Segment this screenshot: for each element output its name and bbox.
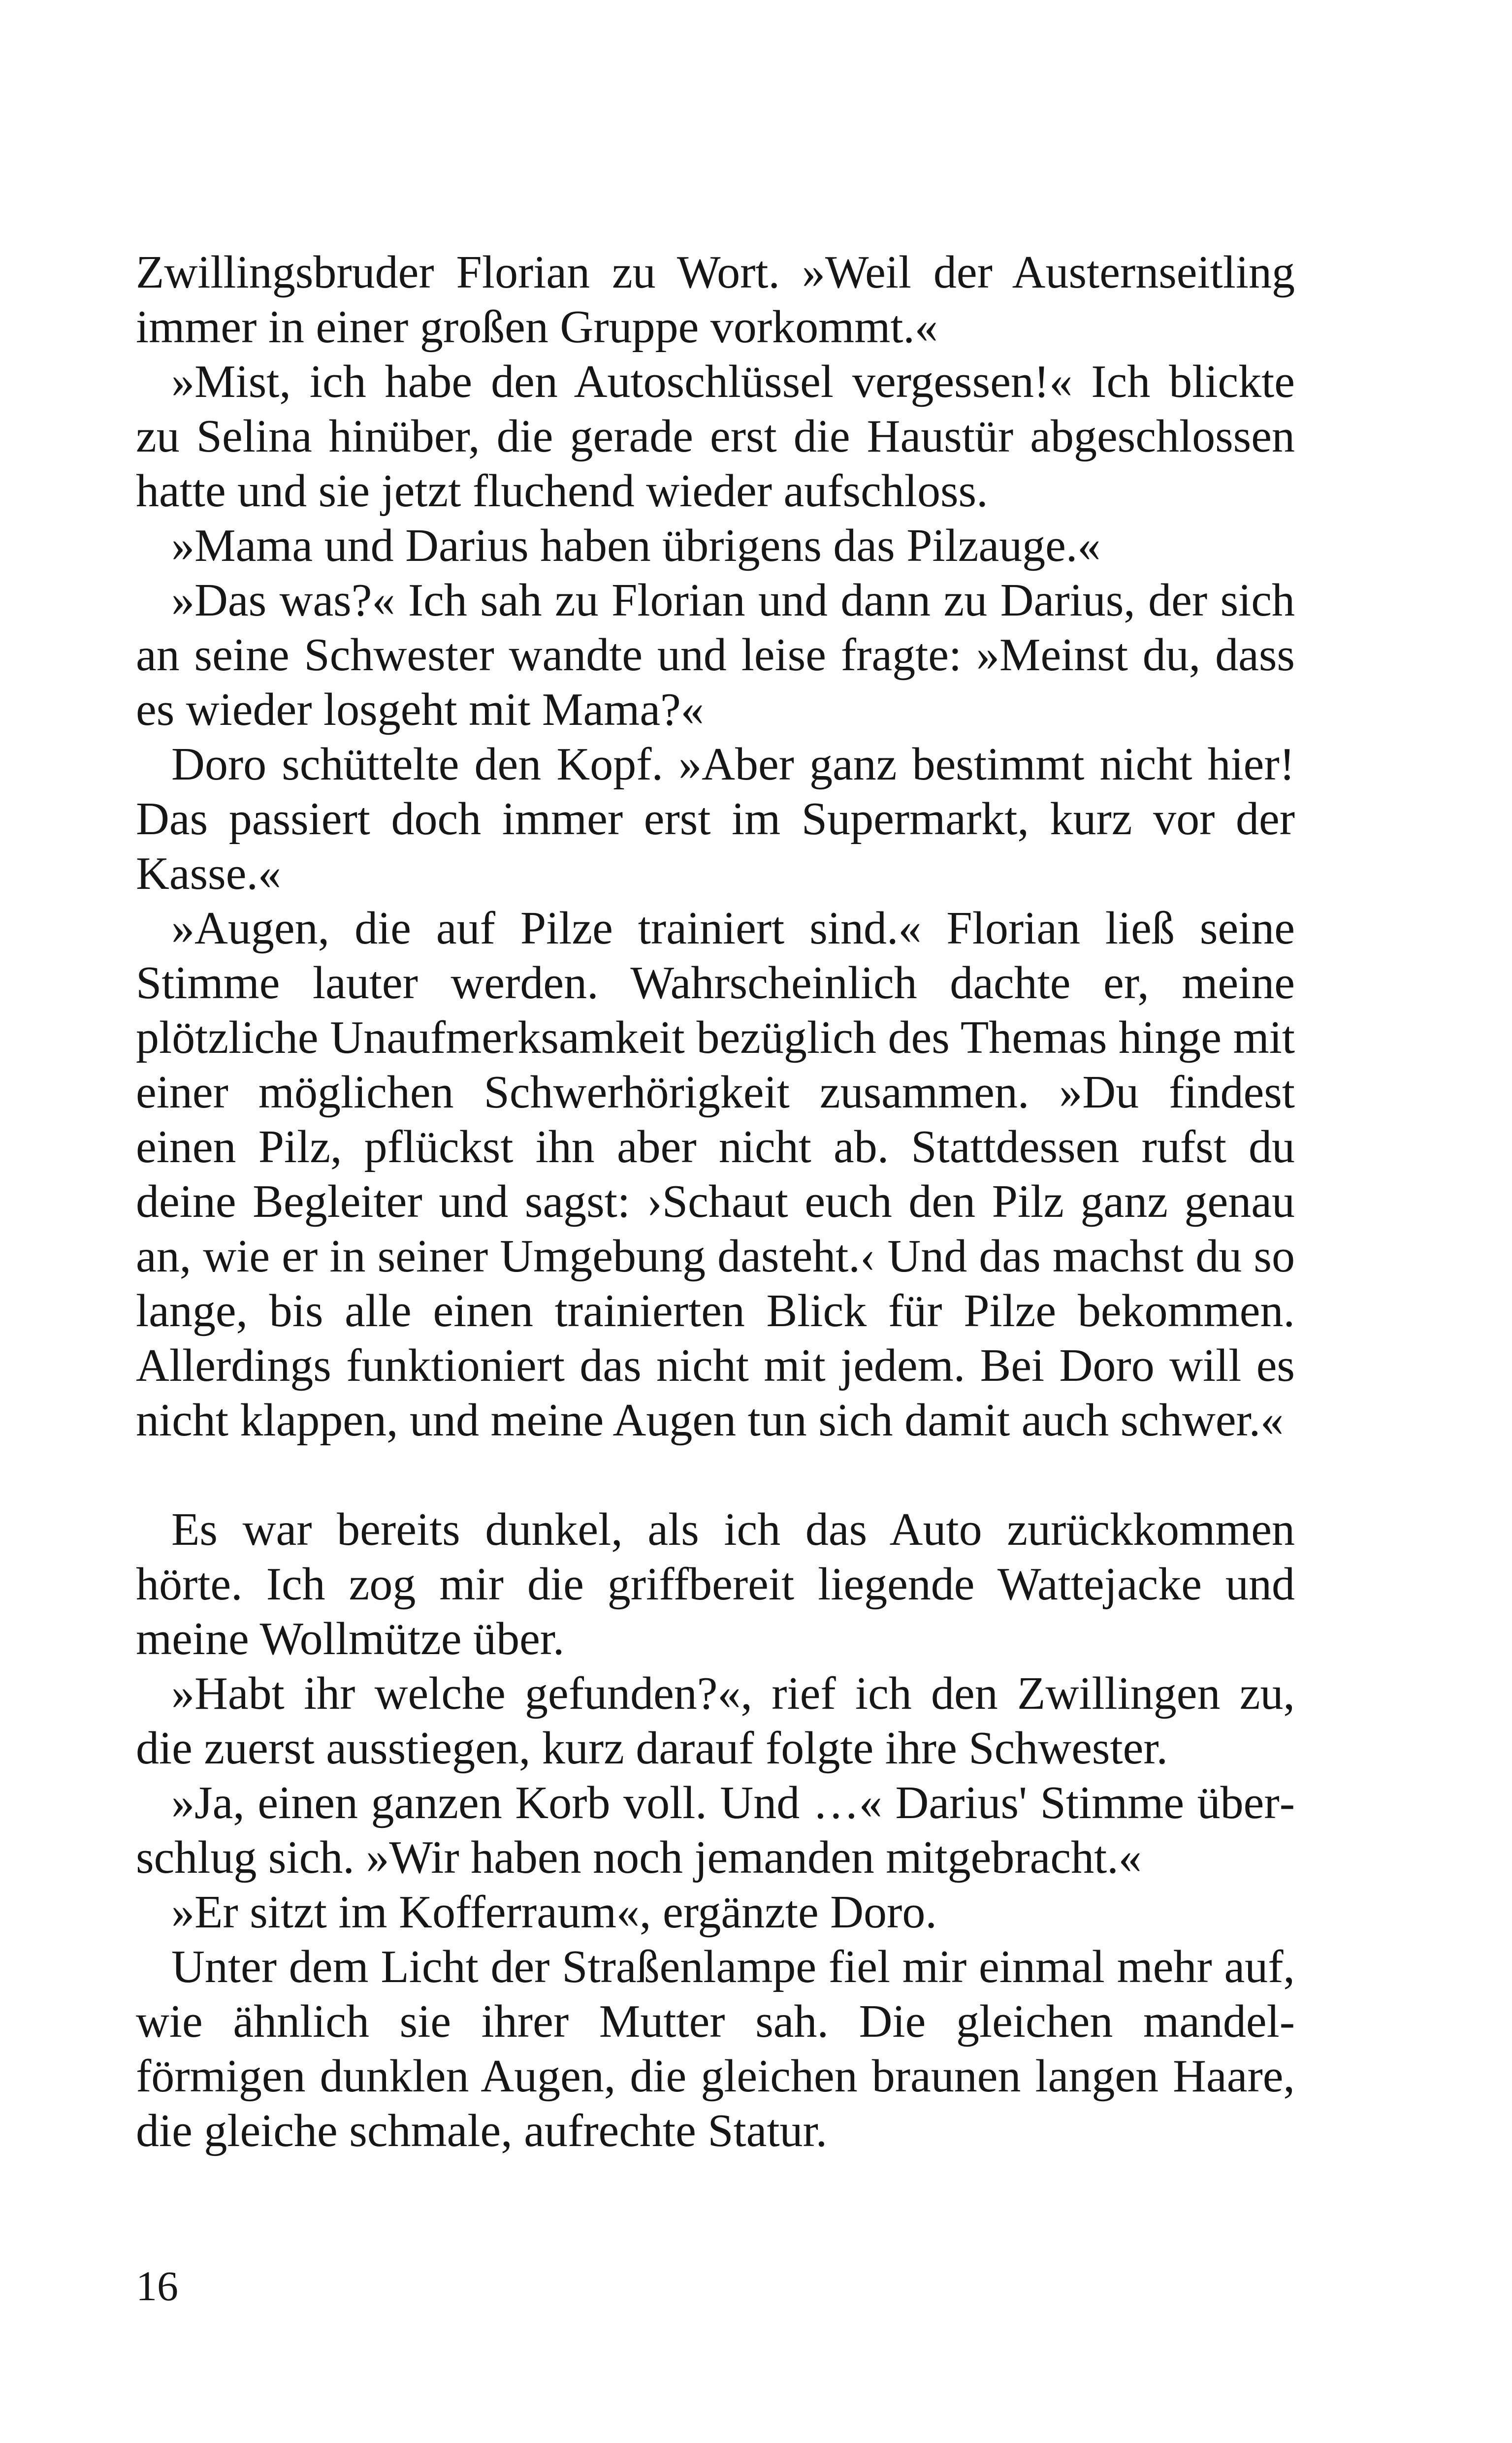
paragraph: »Habt ihr welche gefunden?«, rief ich den Zwillingen zu, die zuerst ausstiegen, kurz darauf folgte ihre Schwester.: [136, 1668, 1295, 1774]
section-break: [136, 1448, 1295, 1502]
page-number: 16: [136, 2262, 178, 2310]
body-text: [136, 245, 1295, 2158]
paragraph: Zwillingsbruder Florian zu Wort. »Weil der Austernseitling immer in einer großen Gruppe vorkommt.«: [136, 247, 1295, 353]
paragraph: »Das was?« Ich sah zu Florian und dann zu Darius, der sich an seine Schwester wandte und leise fragte: »Meinst du, dass es wieder losgeht mit Mama?«: [136, 575, 1295, 735]
paragraph: »Ja, einen ganzen Korb voll. Und …« Darius' Stimme überschlug sich. »Wir haben noch jemanden mitgebracht.«: [136, 1777, 1295, 1883]
paragraph: »Augen, die auf Pilze trainiert sind.« Florian ließ seine Stimme lauter werden. Wahrscheinlich dachte er, meine plötzliche Unaufmerksamkeit bezüglich des Themas hinge mit einer möglichen Schwerhörigkeit zusammen. »Du findest einen Pilz, pflückst ihn aber nicht ab. Stattdessen rufst du deine Begleiter und sagst: ›Schaut euch den Pilz ganz genau an, wie er in seiner Umgebung dasteht.‹ Und das machst du so lange, bis alle einen trainierten Blick für Pilze bekommen. Allerdings funktioniert das nicht mit jedem. Bei Doro will es nicht klappen, und meine Augen tun sich damit auch schwer.«: [136, 903, 1295, 1446]
paragraph: »Mama und Darius haben übrigens das Pilzauge.«: [171, 520, 1101, 571]
paragraph: Es war bereits dunkel, als ich das Auto zurückkommen hörte. Ich zog mir die griffbereit liegende Wattejacke und meine Wollmütze über.: [136, 1504, 1295, 1664]
paragraph: »Mist, ich habe den Autoschlüssel vergessen!« Ich blickte zu Selina hinüber, die gerade erst die Haustür abgeschlossen hatte und sie jetzt fluchend wieder aufschloss.: [136, 356, 1295, 517]
paragraph: »Er sitzt im Kofferraum«, ergänzte Doro.: [171, 1887, 937, 1938]
paragraph: Unter dem Licht der Straßenlampe fiel mir einmal mehr auf, wie ähnlich sie ihrer Mutter sah. Die gleichen mandelförmigen dunklen Augen, die gleichen braunen langen Haare, die gleiche schmale, aufrechte Statur.: [136, 1941, 1295, 2156]
paragraph: Doro schüttelte den Kopf. »Aber ganz bestimmt nicht hier! Das passiert doch immer erst im Supermarkt, kurz vor der Kasse.«: [136, 739, 1295, 899]
